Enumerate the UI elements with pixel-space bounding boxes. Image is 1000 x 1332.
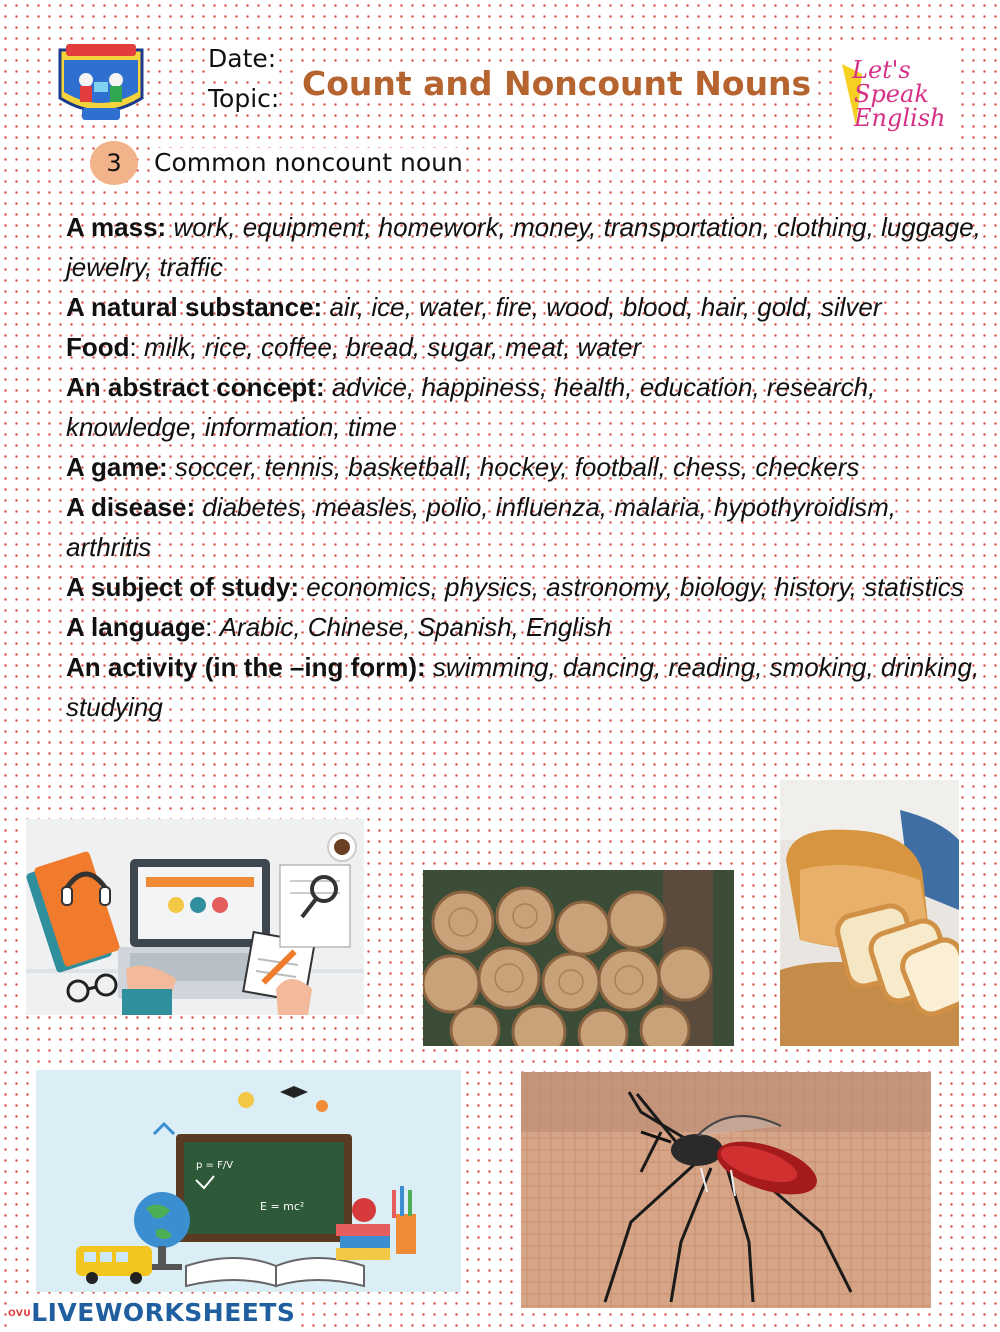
category-examples: swimming, dancing, reading, smoking, drinking, studying <box>66 652 980 722</box>
study-desk-image <box>26 819 364 1015</box>
footer-brand-vertical: OVU <box>8 1309 32 1319</box>
school-subjects-image <box>36 1070 461 1292</box>
section-number-badge: 3 <box>90 141 138 185</box>
category-activity <box>66 647 981 727</box>
category-examples: soccer, tennis, basketball, hockey, football, chess, checkers <box>174 452 860 482</box>
chalkboard-formula-1: p = F/V <box>196 1160 234 1171</box>
brand-logo-line1: Let's <box>852 56 911 84</box>
category-separator: : <box>129 332 137 362</box>
brand-logo-line2: Speak <box>854 80 929 108</box>
mosquito-image <box>521 1072 931 1308</box>
topic-label: Topic: <box>208 84 280 113</box>
category-examples: milk, rice, coffee, bread, sugar, meat, water <box>144 332 642 362</box>
page-title: Count and Noncount Nouns <box>298 64 815 103</box>
noun-category-list <box>66 207 981 727</box>
category-label: A natural substance: <box>66 292 323 322</box>
category-mass <box>66 207 981 287</box>
footer-brand-text: LIVEWORKSHEETS <box>31 1298 296 1327</box>
date-label: Date: <box>208 44 277 73</box>
category-examples: diabetes, measles, polio, influenza, malaria, hypothyroidism, arthritis <box>66 492 897 562</box>
bread-image <box>780 780 959 1046</box>
category-examples: work, equipment, homework, money, transportation, clothing, luggage, jewelry, traffic <box>66 212 981 282</box>
liveworksheets-logo <box>8 1298 301 1327</box>
category-disease <box>66 487 981 567</box>
lets-speak-english-logo <box>832 44 958 140</box>
category-label: A mass: <box>66 212 167 242</box>
category-examples: advice, happiness, health, education, research, knowledge, information, time <box>66 372 876 442</box>
category-natural-substance <box>66 287 981 327</box>
school-logo <box>52 40 150 126</box>
category-label: Food <box>66 332 130 362</box>
chalkboard-formula-2: E = mc² <box>260 1200 305 1213</box>
brand-logo-line3: English <box>854 104 946 132</box>
category-examples: air, ice, water, fire, wood, blood, hair, gold, silver <box>329 292 882 322</box>
wood-logs-image <box>423 870 734 1046</box>
category-label: A disease: <box>66 492 196 522</box>
category-label: A language <box>66 612 206 642</box>
category-label: An activity (in the –ing form): <box>66 652 426 682</box>
category-subject-of-study <box>66 567 981 607</box>
category-examples: Arabic, Chinese, Spanish, English <box>219 612 612 642</box>
category-label: A game: <box>66 452 168 482</box>
category-food <box>66 327 981 367</box>
category-separator: : <box>205 612 213 642</box>
section-title: Common noncount noun <box>154 148 463 177</box>
category-label: An abstract concept: <box>66 372 325 402</box>
category-game <box>66 447 981 487</box>
category-examples: economics, physics, astronomy, biology, history, statistics <box>306 572 964 602</box>
category-language <box>66 607 981 647</box>
category-abstract-concept <box>66 367 981 447</box>
category-label: A subject of study: <box>66 572 300 602</box>
